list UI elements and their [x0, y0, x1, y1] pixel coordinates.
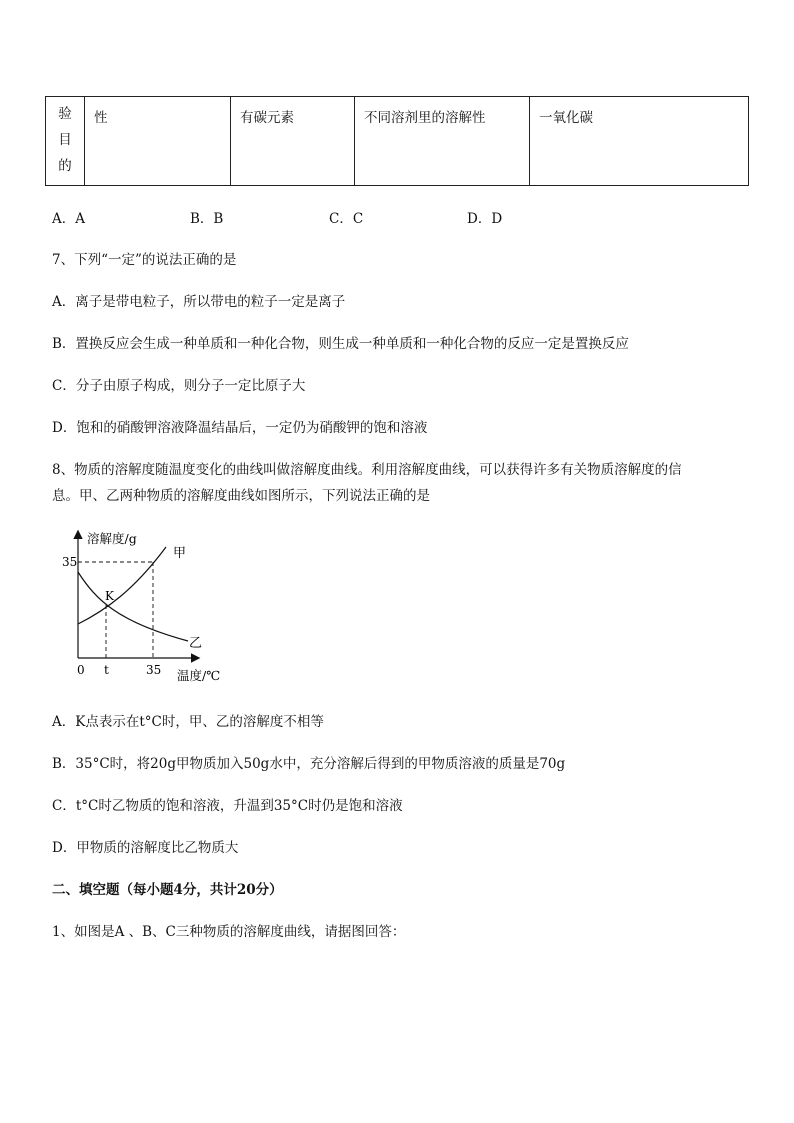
- solubility-chart: [56, 524, 236, 686]
- intersection-label: K: [105, 589, 114, 603]
- q6-option-a: A．A: [52, 211, 85, 227]
- q8-option-d: D．甲物质的溶解度比乙物质大: [52, 840, 239, 856]
- x-tick-35: 35: [146, 663, 162, 677]
- row-header-char: 的: [58, 158, 72, 174]
- q7-stem: 7、下列“一定”的说法正确的是: [52, 252, 237, 268]
- q8-stem-line1: 8、物质的溶解度随温度变化的曲线叫做溶解度曲线。利用溶解度曲线，可以获得许多有关物质溶解度的信: [52, 462, 682, 478]
- q6-option-d: D．D: [467, 211, 503, 227]
- q8-option-b: B．35°C时，将20g甲物质加入50g水中，充分溶解后得到的甲物质溶液的质量是70g: [52, 756, 566, 772]
- row-header-cell: [46, 97, 85, 186]
- table-cell: 有碳元素: [231, 97, 355, 186]
- y-axis-label: 溶解度/g: [87, 531, 137, 546]
- row-header-char: 验: [58, 106, 72, 122]
- series-yi-curve: [78, 572, 188, 641]
- q6-option-b: B．B: [190, 211, 224, 227]
- table-cell: 一氧化碳: [530, 97, 749, 186]
- q7-option-b: B．置换反应会生成一种单质和一种化合物，则生成一种单质和一种化合物的反应一定是置换反应: [52, 336, 629, 352]
- series-jia-label: 甲: [173, 546, 187, 561]
- table-cell: 性: [85, 97, 231, 186]
- q6-option-c: C．C: [329, 211, 364, 227]
- q8-option-a: A．K点表示在t°C时，甲、乙的溶解度不相等: [52, 714, 324, 730]
- section-heading: 二、填空题（每小题4分，共计20分）: [52, 882, 283, 898]
- section2-q1-stem: 1、如图是A 、B、C三种物质的溶解度曲线，请据图回答：: [52, 924, 406, 940]
- table-row: [46, 97, 749, 186]
- q8-option-c: C．t°C时乙物质的饱和溶液，升温到35°C时仍是饱和溶液: [52, 798, 403, 814]
- table-cell: 不同溶剂里的溶解性: [355, 97, 530, 186]
- y-tick-35: 35: [62, 555, 78, 569]
- q7-option-d: D．饱和的硝酸钾溶液降温结晶后，一定仍为硝酸钾的饱和溶液: [52, 420, 428, 436]
- row-header-char: 目: [58, 132, 72, 148]
- x-axis-label: 温度/℃: [177, 668, 221, 683]
- q7-option-a: A．离子是带电粒子，所以带电的粒子一定是离子: [52, 294, 346, 310]
- q8-stem-line2: 息。甲、乙两种物质的溶解度曲线如图所示，下列说法正确的是: [52, 488, 430, 504]
- series-yi-label: 乙: [189, 636, 203, 651]
- q7-option-c: C．分子由原子构成，则分子一定比原子大: [52, 378, 306, 394]
- x-tick-0: 0: [77, 663, 85, 677]
- x-tick-t: t: [104, 663, 109, 677]
- experiment-table: [45, 96, 749, 186]
